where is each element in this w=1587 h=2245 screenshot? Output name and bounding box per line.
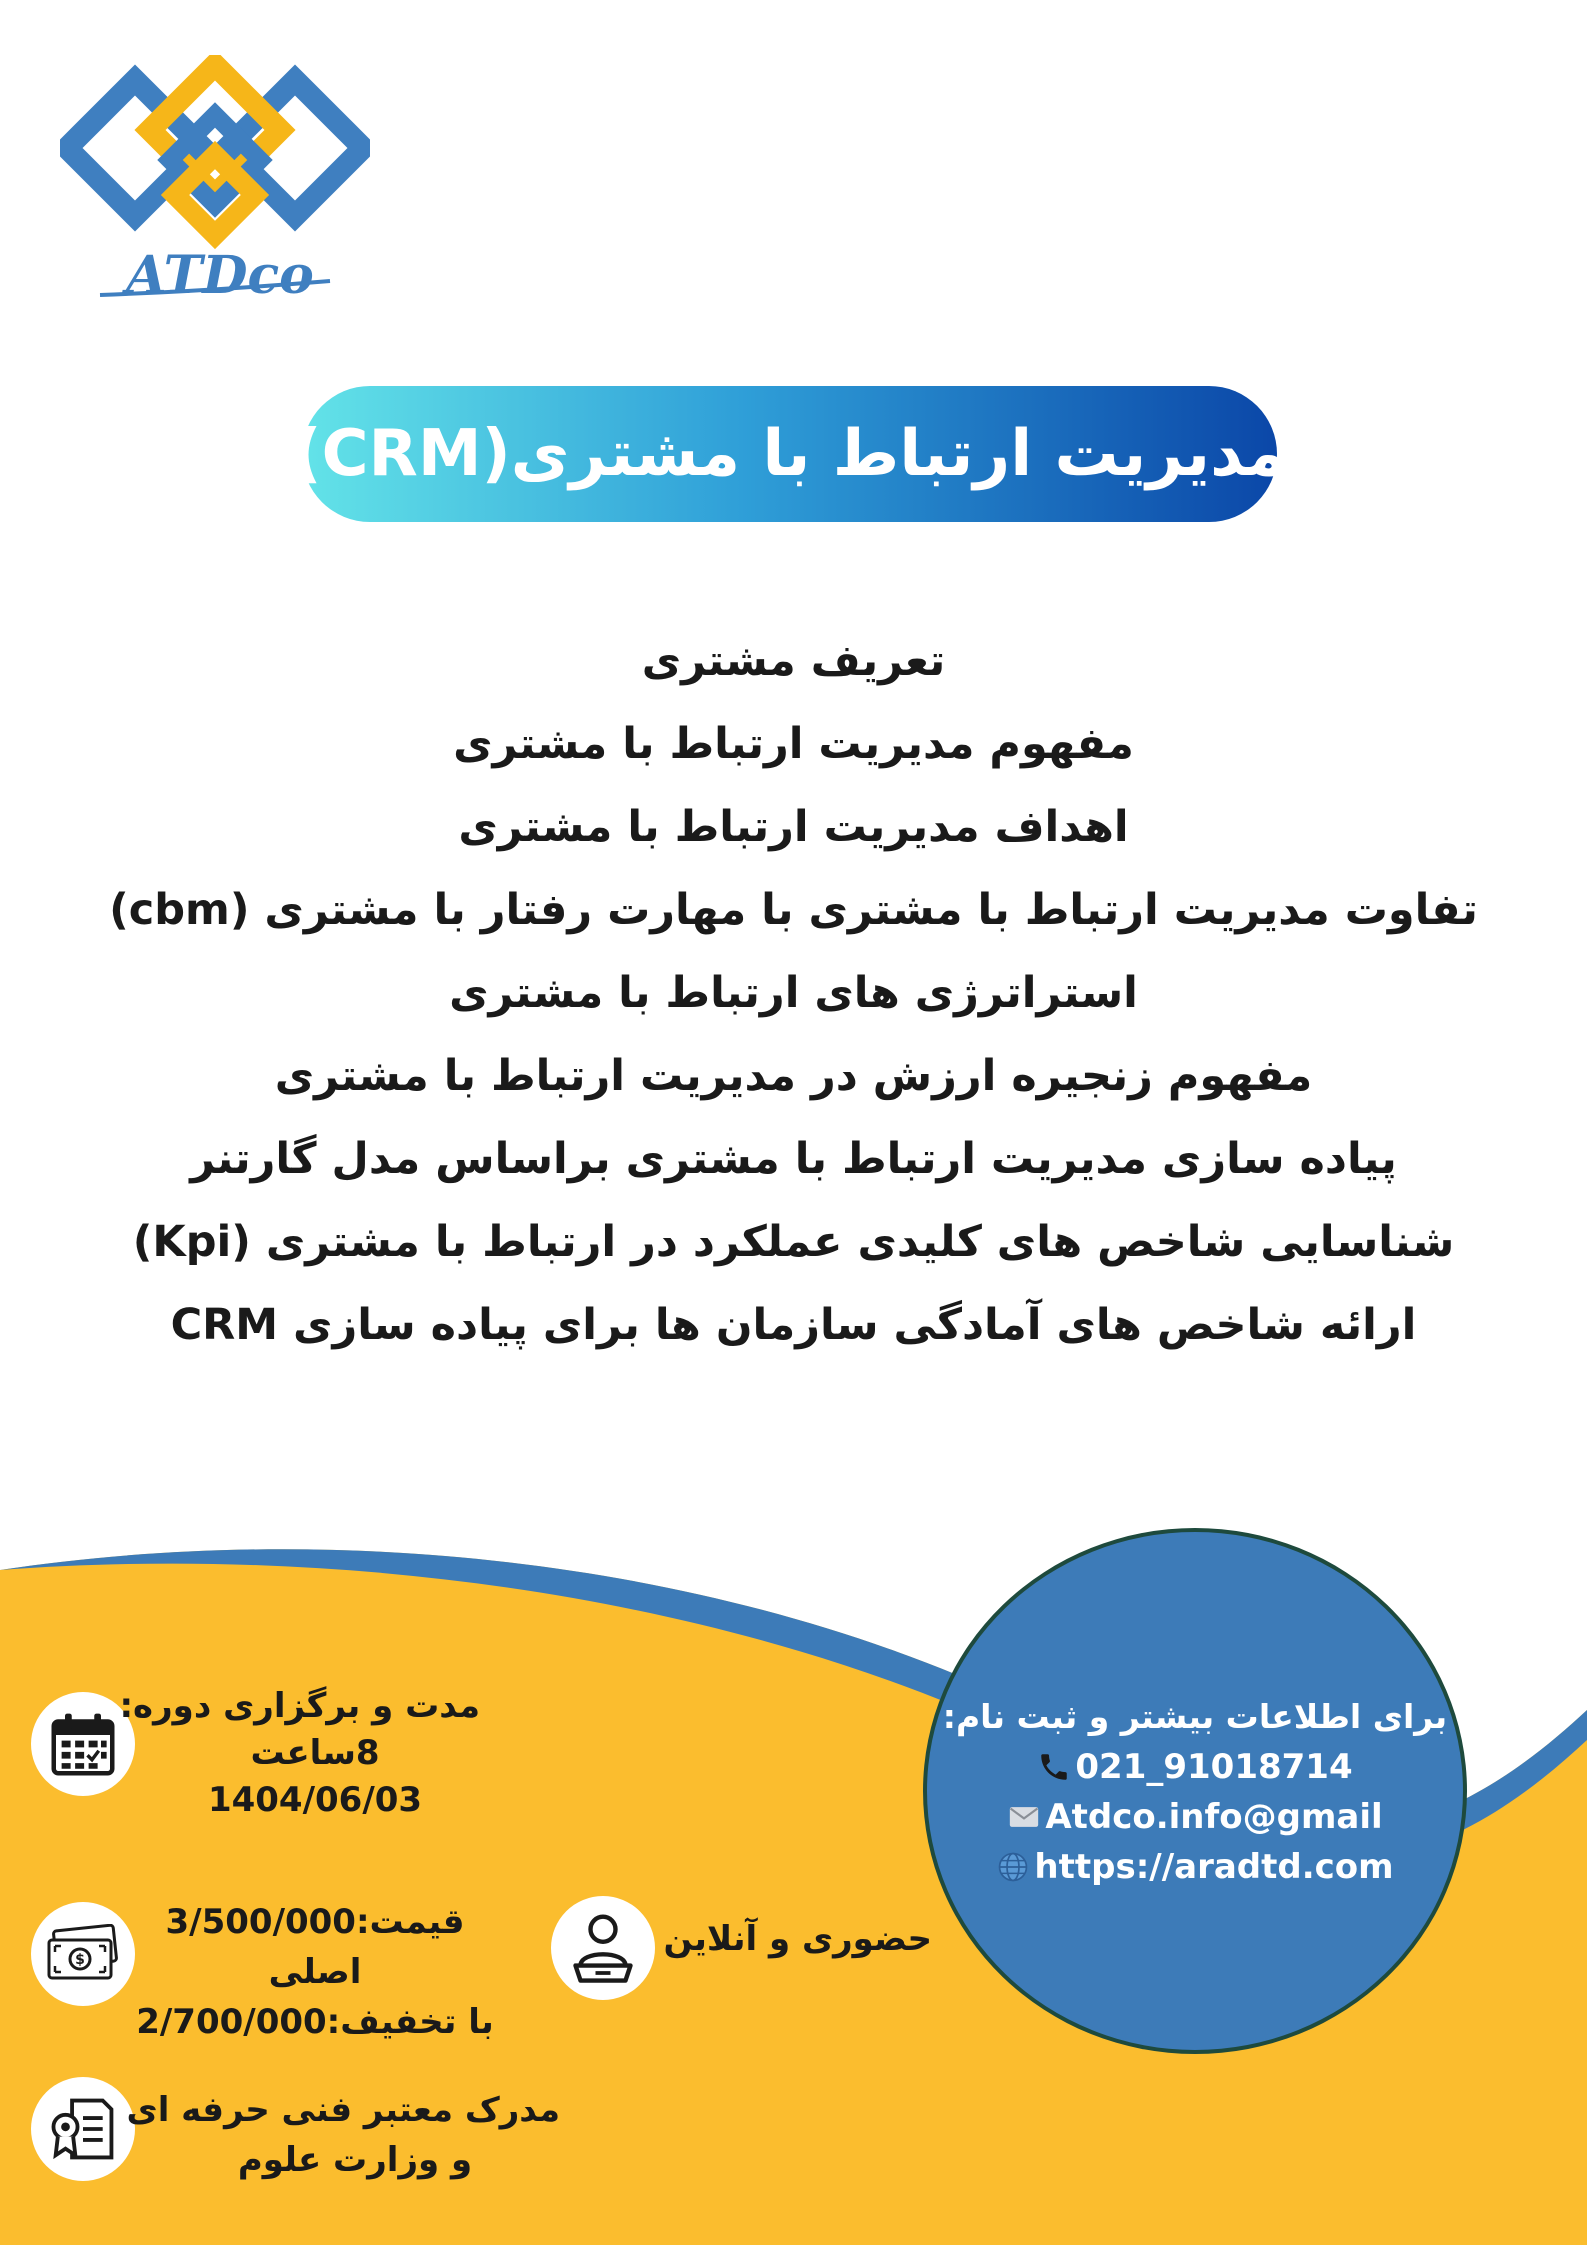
price-original: قیمت:3/500/000 <box>165 1902 465 1942</box>
topic-item: استراترژی های ارتباط با مشتری <box>449 968 1138 1018</box>
page-title: مدیریت ارتباط با مشتری(CRM) <box>292 417 1287 491</box>
contact-title: برای اطلاعات بیشتر و ثبت نام: <box>942 1697 1448 1736</box>
money-icon <box>45 1924 121 1984</box>
mode-info <box>662 1916 932 1963</box>
svg-text:$: $ <box>75 1952 85 1968</box>
certificate-icon-badge <box>31 2077 135 2181</box>
online-user-icon <box>563 1908 643 1988</box>
price-original-note: اصلی <box>268 1952 362 1992</box>
topic-item: تفاوت مدیریت ارتباط با مشتری با مهارت رفتار با مشتری (cbm) <box>109 885 1478 935</box>
certificate-icon <box>48 2094 118 2164</box>
contact-website: https://aradtd.com <box>1034 1847 1394 1887</box>
envelope-icon <box>1007 1800 1041 1834</box>
topic-item: تعریف مشتری <box>641 636 946 686</box>
calendar-icon <box>47 1708 119 1780</box>
duration-label: مدت و برگزاری دوره: <box>119 1686 480 1726</box>
price-discount: با تخفیف:2/700/000 <box>136 2002 494 2042</box>
topic-item: مفهوم مدیریت ارتباط با مشتری <box>453 719 1134 769</box>
topic-item: اهداف مدیریت ارتباط با مشتری <box>458 802 1129 852</box>
contact-email-row[interactable] <box>927 1797 1463 1837</box>
globe-icon <box>996 1850 1030 1884</box>
money-icon-badge <box>31 1902 135 2006</box>
contact-phone-row[interactable] <box>927 1747 1463 1787</box>
title-banner <box>292 386 1287 522</box>
certificate-line2: و وزارت علوم <box>237 2140 473 2180</box>
topic-item: ارائه شاخص های آمادگی سازمان ها برای پیاده سازی CRM <box>170 1300 1417 1350</box>
contact-website-row[interactable] <box>927 1847 1463 1887</box>
price-info <box>135 1897 495 2047</box>
online-user-icon-badge <box>551 1896 655 2000</box>
topics-list <box>100 620 1487 1367</box>
topic-item: شناسایی شاخص های کلیدی عملکرد در ارتباط با مشتری (Kpi) <box>132 1217 1455 1267</box>
certificate-line1: مدرک معتبر فنی حرفه ای <box>126 2090 560 2130</box>
phone-icon <box>1037 1750 1071 1784</box>
duration-info <box>119 1683 480 1824</box>
duration-date: 1404/06/03 <box>207 1780 423 1820</box>
contact-panel <box>923 1528 1467 2054</box>
topic-item: پیاده سازی مدیریت ارتباط با مشتری براساس مدل گارتنر <box>190 1134 1397 1184</box>
logo-text: ATDco <box>126 245 314 305</box>
brand-logo <box>60 55 370 305</box>
topic-item: مفهوم زنجیره ارزش در مدیریت ارتباط با مشتری <box>274 1051 1313 1101</box>
logo-mark-icon <box>60 55 370 305</box>
duration-hours: 8ساعت <box>250 1733 380 1773</box>
mode-label: حضوری و آنلاین <box>663 1919 932 1959</box>
contact-phone: 021_91018714 <box>1075 1747 1353 1787</box>
certificate-info <box>126 2085 560 2185</box>
contact-email: Atdco.info@gmail <box>1045 1797 1383 1837</box>
